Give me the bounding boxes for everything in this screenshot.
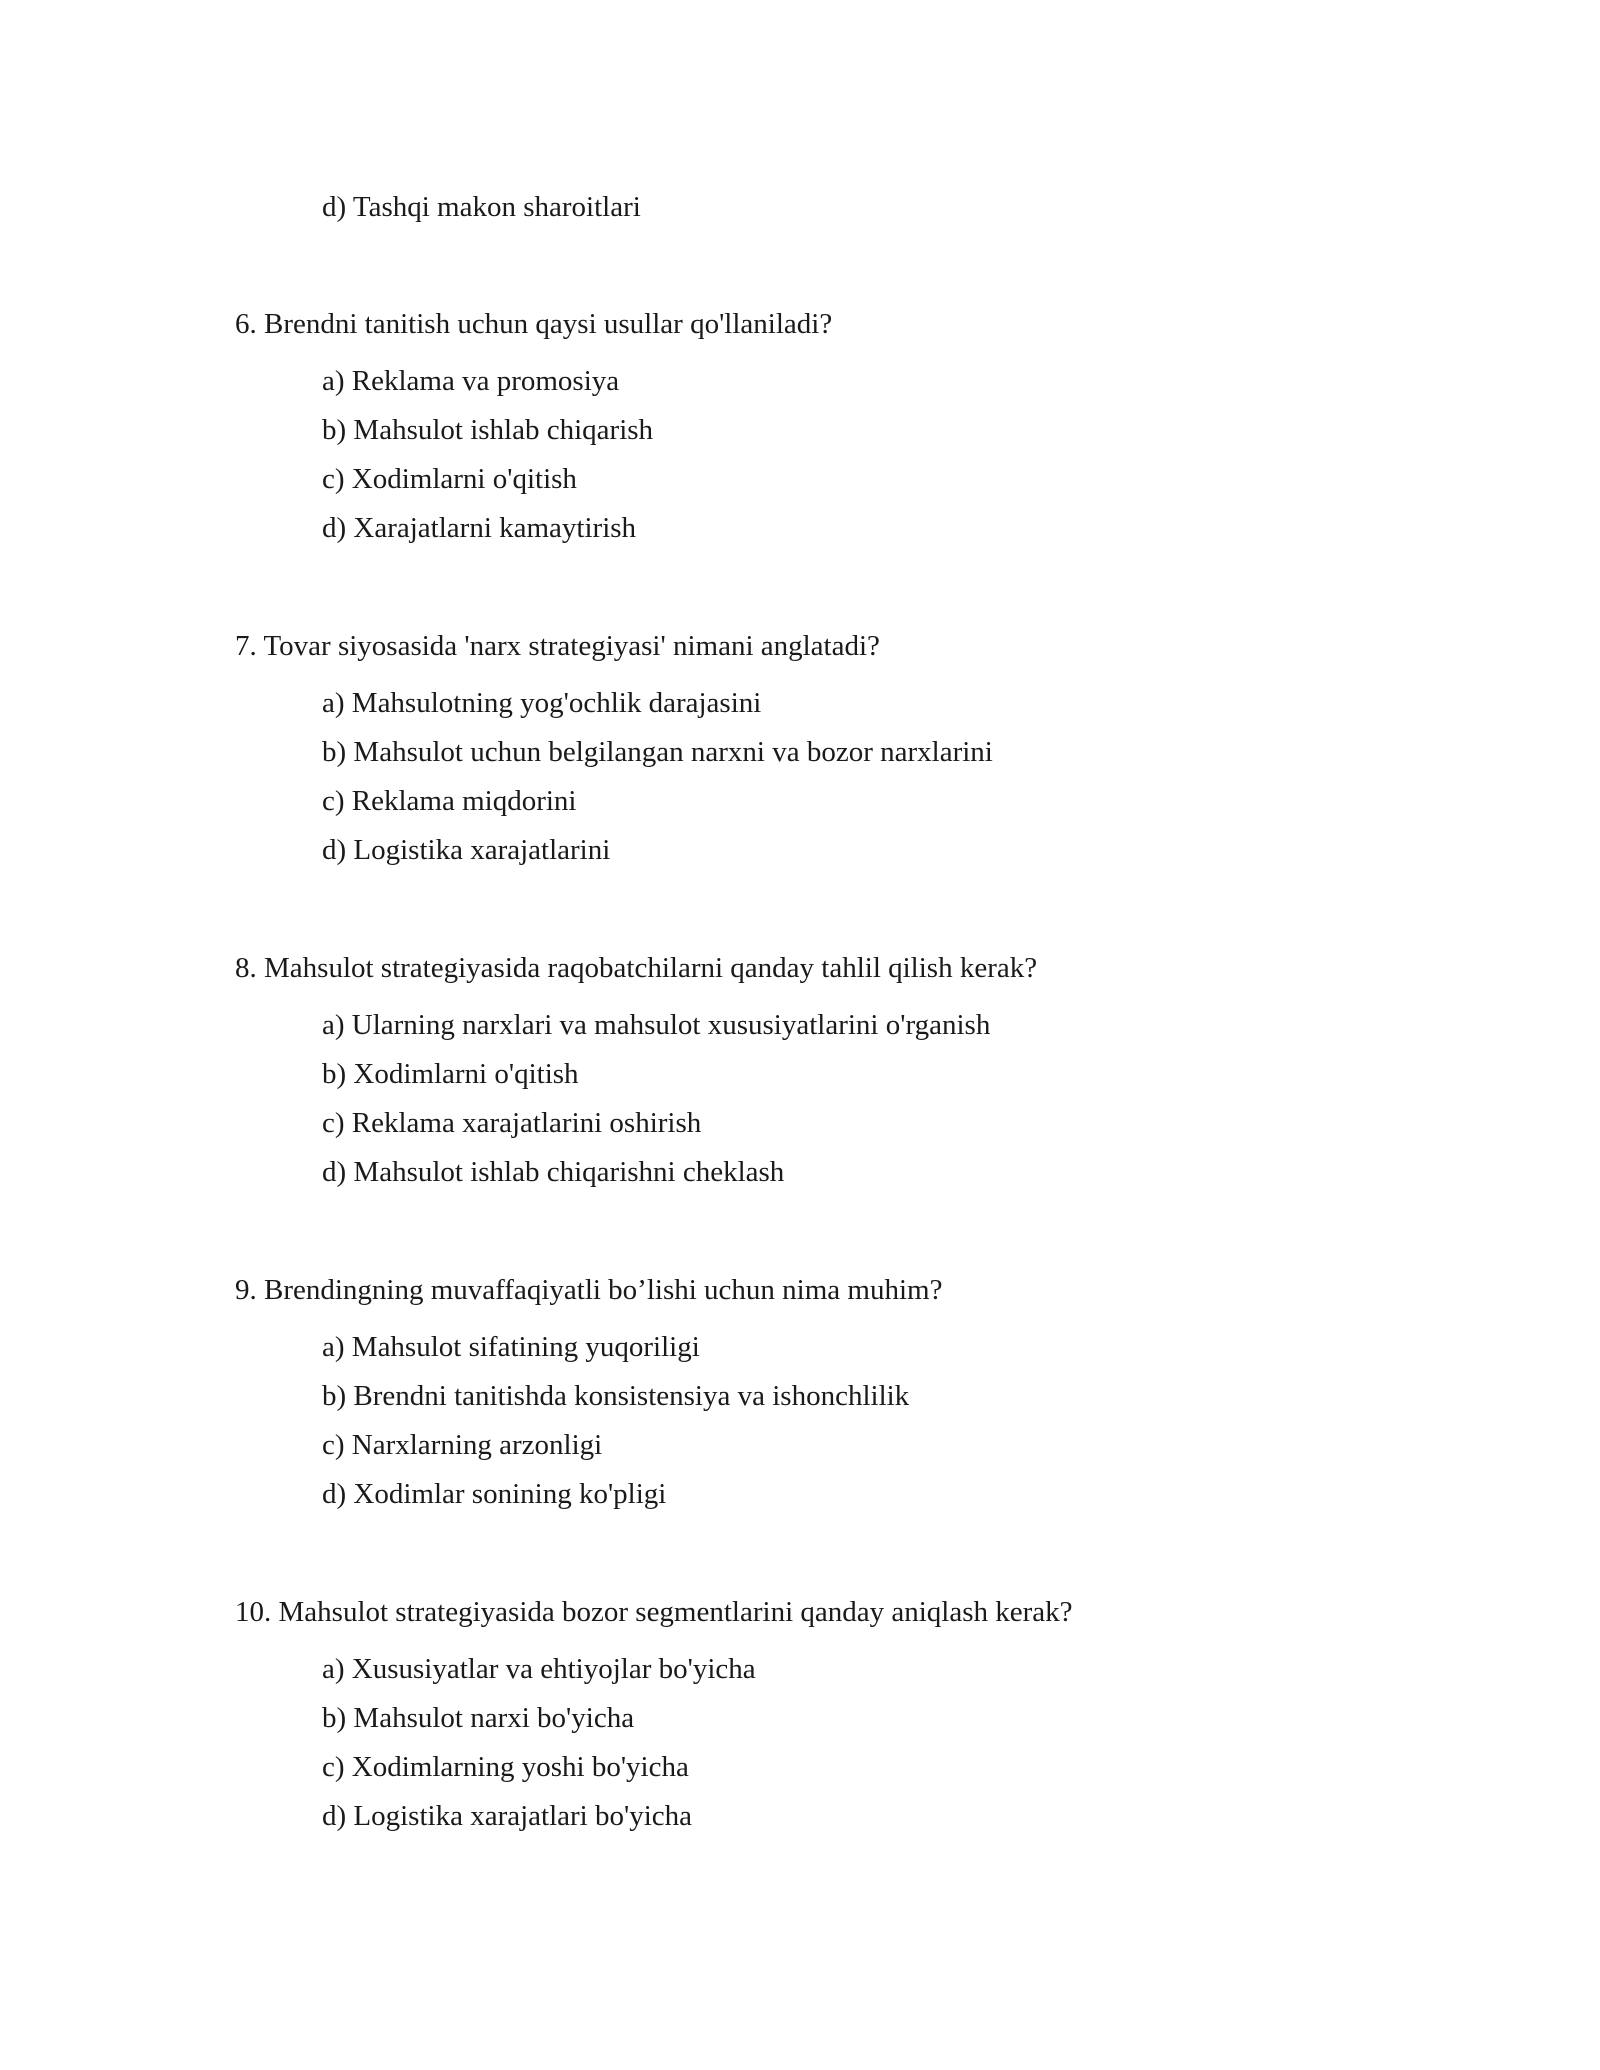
question-9-option-b: b) Brendni tanitishda konsistensiya va ishonchlilik — [322, 1380, 910, 1412]
question-10: 10. Mahsulot strategiyasida bozor segmentlarini qanday aniqlash kerak? — [235, 1596, 1073, 1628]
question-6-option-c: c) Xodimlarni o'qitish — [322, 463, 577, 495]
question-9: 9. Brendingning muvaffaqiyatli bo’lishi uchun nima muhim? — [235, 1274, 943, 1306]
question-8-option-b: b) Xodimlarni o'qitish — [322, 1058, 579, 1090]
question-10-option-b: b) Mahsulot narxi bo'yicha — [322, 1702, 635, 1734]
question-8-option-d: d) Mahsulot ishlab chiqarishni cheklash — [322, 1156, 785, 1188]
carryover-option: d) Tashqi makon sharoitlari — [322, 191, 641, 223]
question-8: 8. Mahsulot strategiyasida raqobatchilarni qanday tahlil qilish kerak? — [235, 952, 1038, 984]
question-9-option-d: d) Xodimlar sonining ko'pligi — [322, 1478, 667, 1510]
question-10-option-d: d) Logistika xarajatlari bo'yicha — [322, 1800, 693, 1832]
question-7-option-c: c) Reklama miqdorini — [322, 785, 577, 817]
question-7-option-b: b) Mahsulot uchun belgilangan narxni va bozor narxlarini — [322, 736, 993, 768]
question-10-option-c: c) Xodimlarning yoshi bo'yicha — [322, 1751, 689, 1783]
question-10-option-a: a) Xususiyatlar va ehtiyojlar bo'yicha — [322, 1653, 756, 1685]
question-7-option-a: a) Mahsulotning yog'ochlik darajasini — [322, 687, 762, 719]
question-9-option-a: a) Mahsulot sifatining yuqoriligi — [322, 1331, 700, 1363]
question-8-option-a: a) Ularning narxlari va mahsulot xususiyatlarini o'rganish — [322, 1009, 991, 1041]
question-7: 7. Tovar siyosasida 'narx strategiyasi' nimani anglatadi? — [235, 630, 880, 662]
question-6-option-b: b) Mahsulot ishlab chiqarish — [322, 414, 654, 446]
question-6: 6. Brendni tanitish uchun qaysi usullar qo'llaniladi? — [235, 308, 833, 340]
question-8-option-c: c) Reklama xarajatlarini oshirish — [322, 1107, 702, 1139]
question-7-option-d: d) Logistika xarajatlarini — [322, 834, 611, 866]
question-9-option-c: c) Narxlarning arzonligi — [322, 1429, 603, 1461]
question-6-option-d: d) Xarajatlarni kamaytirish — [322, 512, 637, 544]
question-6-option-a: a) Reklama va promosiya — [322, 365, 620, 397]
